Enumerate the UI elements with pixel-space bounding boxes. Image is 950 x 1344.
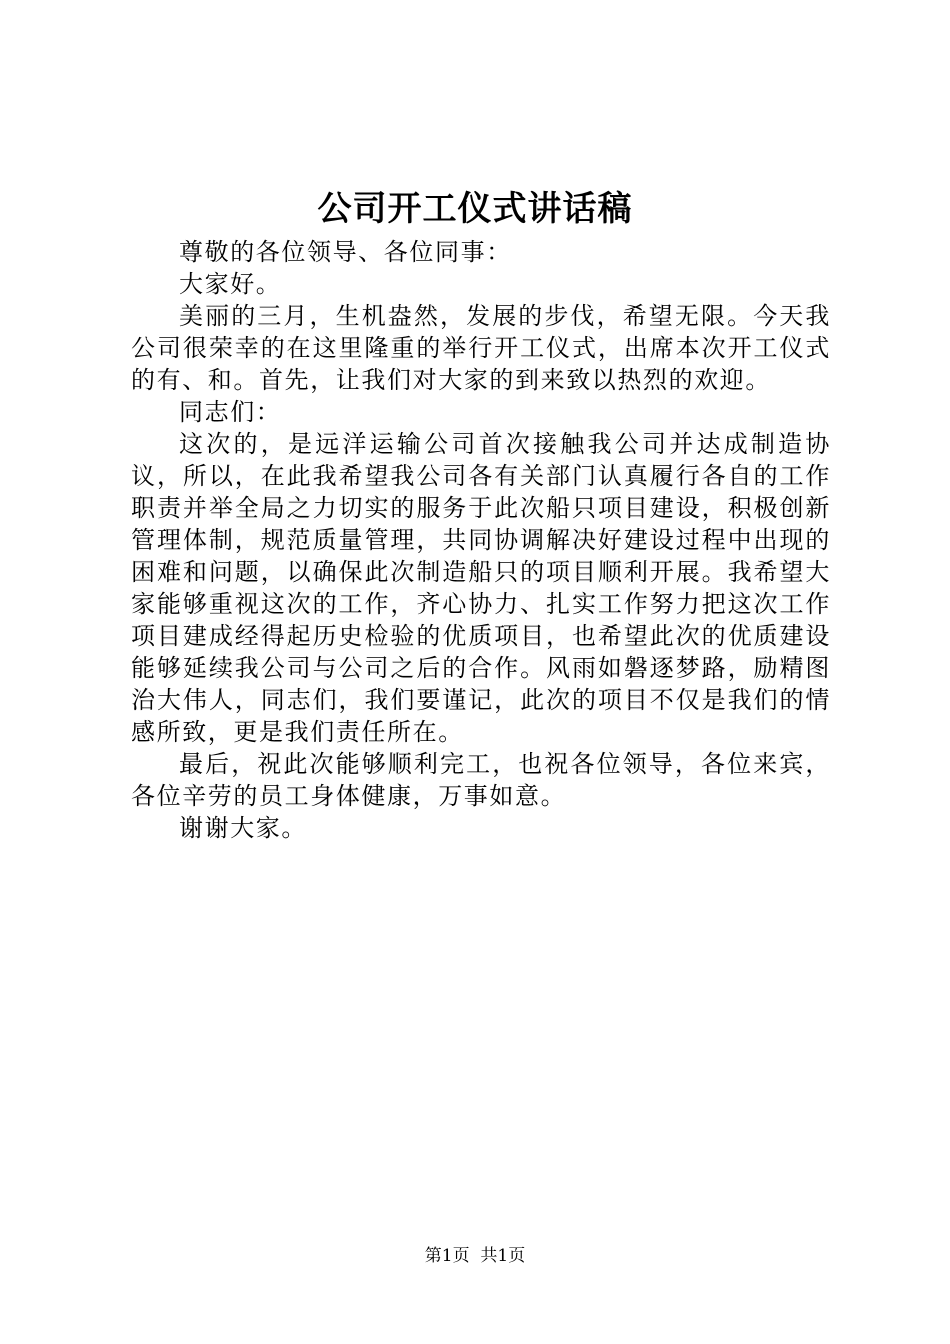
- page-total: 共1页: [480, 1246, 526, 1266]
- opening-paragraph: 美丽的三月，生机盎然，发展的步伐，希望无限。今天我公司很荣幸的在这里隆重的举行开工仪式，出席本次开工仪式的有、和。首先，让我们对大家的到来致以热烈的欢迎。: [131, 302, 831, 394]
- salutation: 尊敬的各位领导、各位同事：: [179, 238, 512, 266]
- footer-spacer: [470, 1246, 481, 1266]
- closing-paragraph: 最后，祝此次能够顺利完工，也祝各位领导，各位来宾，各位辛劳的员工身体健康，万事如意。: [131, 750, 831, 810]
- main-paragraph: 这次的，是远洋运输公司首次接触我公司并达成制造协议，所以，在此我希望我公司各有关部门认真履行各自的工作职责并举全局之力切实的服务于此次船只项目建设，积极创新管理体制，规范质量管理，共同协调解决好建设过程中出现的困难和问题，以确保此次制造船只的项目顺利开展。我希望大家能够重视这次的工作，齐心协力、扎实工作努力把这次工作项目建成经得起历史检验的优质项目，也希望此次的优质建设能够延续我公司与公司之后的合作。风雨如磐逐梦路，励精图治大伟人，同志们，我们要谨记，此次的项目不仅是我们的情感所致，更是我们责任所在。: [131, 430, 831, 746]
- thanks-line: 谢谢大家。: [179, 814, 307, 842]
- greeting: 大家好。: [179, 270, 282, 298]
- page-footer: [0, 1244, 950, 1268]
- document-body: [131, 236, 831, 844]
- page-number: 第1页: [424, 1246, 470, 1266]
- address-comrades: 同志们：: [179, 398, 282, 426]
- document-title: 公司开工仪式讲话稿: [317, 189, 633, 229]
